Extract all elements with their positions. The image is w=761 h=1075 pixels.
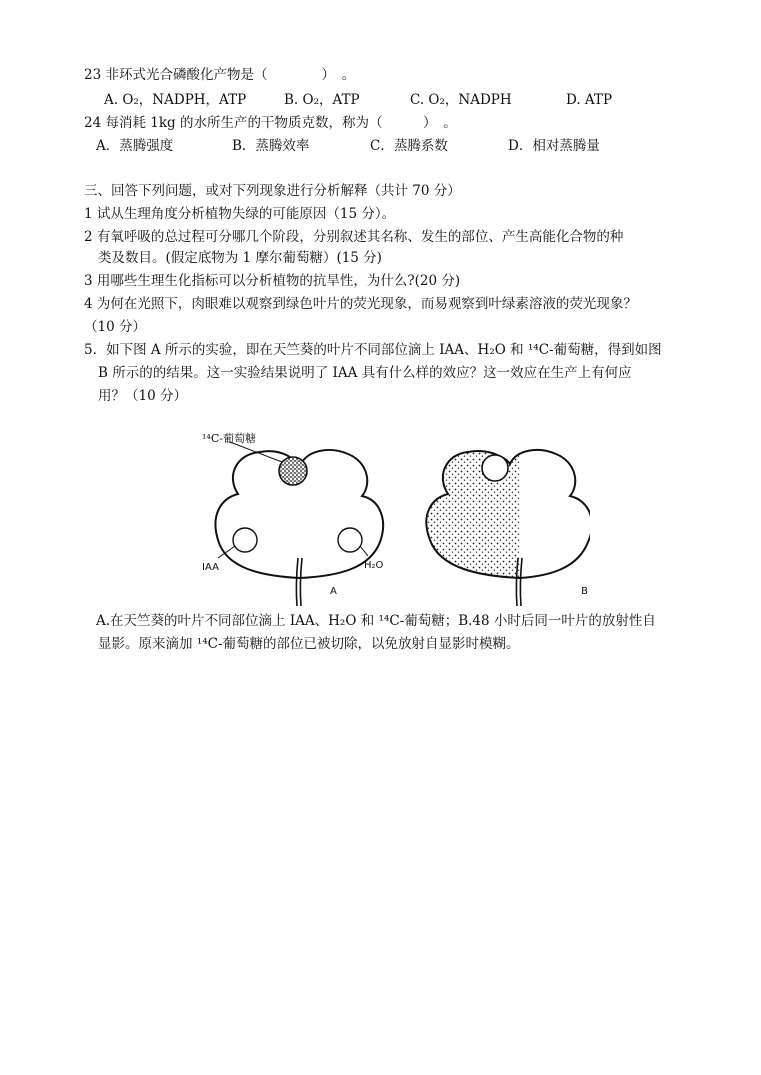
section-3-question-5-line-3: 用？（10 分） bbox=[98, 388, 187, 404]
leaf-b bbox=[420, 438, 590, 606]
question-23: 23 非环式光合磷酸化产物是（ ） 。 bbox=[84, 67, 356, 83]
q23-option-a: A. O₂，NADPH，ATP bbox=[104, 92, 247, 108]
section-3-question-4-line-2: （10 分） bbox=[84, 319, 146, 335]
section-3-question-2-line-2: 类及数目。(假定底物为 1 摩尔葡萄糖）(15 分) bbox=[98, 250, 382, 266]
h2o-spot bbox=[338, 528, 362, 552]
section-3-question-5-line-1: 5．如下图 A 所示的实验，即在天竺葵的叶片不同部位滴上 IAA、H₂O 和 ¹⁴C-葡萄糖，得到如图 bbox=[84, 342, 662, 358]
iaa-spot bbox=[233, 528, 257, 552]
q24-option-b: B．蒸腾效率 bbox=[232, 138, 310, 154]
q23-option-c: C. O₂，NADPH bbox=[410, 92, 512, 108]
figure-caption-line-2: 显影。原来滴加 ¹⁴C-葡萄糖的部位已被切除，以免放射自显影时模糊。 bbox=[98, 636, 520, 652]
section-3-question-4-line-1: 4 为何在光照下，肉眼难以观察到绿色叶片的荧光现象，而易观察到叶绿素溶液的荧光现象？ bbox=[84, 296, 637, 312]
label-iaa: IAA bbox=[202, 562, 219, 573]
label-glucose: ¹⁴C-葡萄糖 bbox=[202, 432, 256, 445]
glucose-spot bbox=[279, 457, 307, 485]
label-b: B bbox=[581, 586, 588, 597]
question-24: 24 每消耗 1kg 的水所生产的干物质克数，称为（ ） 。 bbox=[84, 115, 457, 131]
question-24-options bbox=[96, 137, 600, 155]
q23-option-d: D. ATP bbox=[566, 92, 613, 108]
section-3-question-5-line-2: B 所示的的结果。这一实验结果说明了 IAA 具有什么样的效应？这一效应在生产上有何应 bbox=[98, 365, 632, 381]
figure-caption-line-1: A.在天竺葵的叶片不同部位滴上 IAA、H₂O 和 ¹⁴C-葡萄糖；B.48 小时后同一叶片的放射性自 bbox=[96, 613, 656, 629]
q24-option-c: C．蒸腾系数 bbox=[370, 138, 448, 154]
section-3-heading: 三、回答下列问题，或对下列现象进行分析解释（共计 70 分） bbox=[84, 183, 461, 199]
q23-option-b: B. O₂，ATP bbox=[284, 92, 360, 108]
label-a: A bbox=[330, 586, 337, 597]
leaf-figure bbox=[190, 428, 590, 608]
q24-option-a: A．蒸腾强度 bbox=[96, 138, 174, 154]
section-3-question-3: 3 用哪些生理生化指标可以分析植物的抗旱性，为什么?(20 分) bbox=[84, 273, 461, 289]
label-h2o: H₂O bbox=[364, 560, 384, 571]
excised-spot bbox=[482, 455, 508, 481]
leaf-a bbox=[202, 431, 384, 606]
section-3-question-1: 1 试从生理角度分析植物失绿的可能原因（15 分）。 bbox=[84, 206, 396, 222]
q24-option-d: D．相对蒸腾量 bbox=[508, 138, 600, 154]
question-23-options bbox=[104, 91, 612, 109]
section-3-question-2-line-1: 2 有氧呼吸的总过程可分哪几个阶段，分别叙述其名称、发生的部位、产生高能化合物的种 bbox=[84, 229, 624, 245]
